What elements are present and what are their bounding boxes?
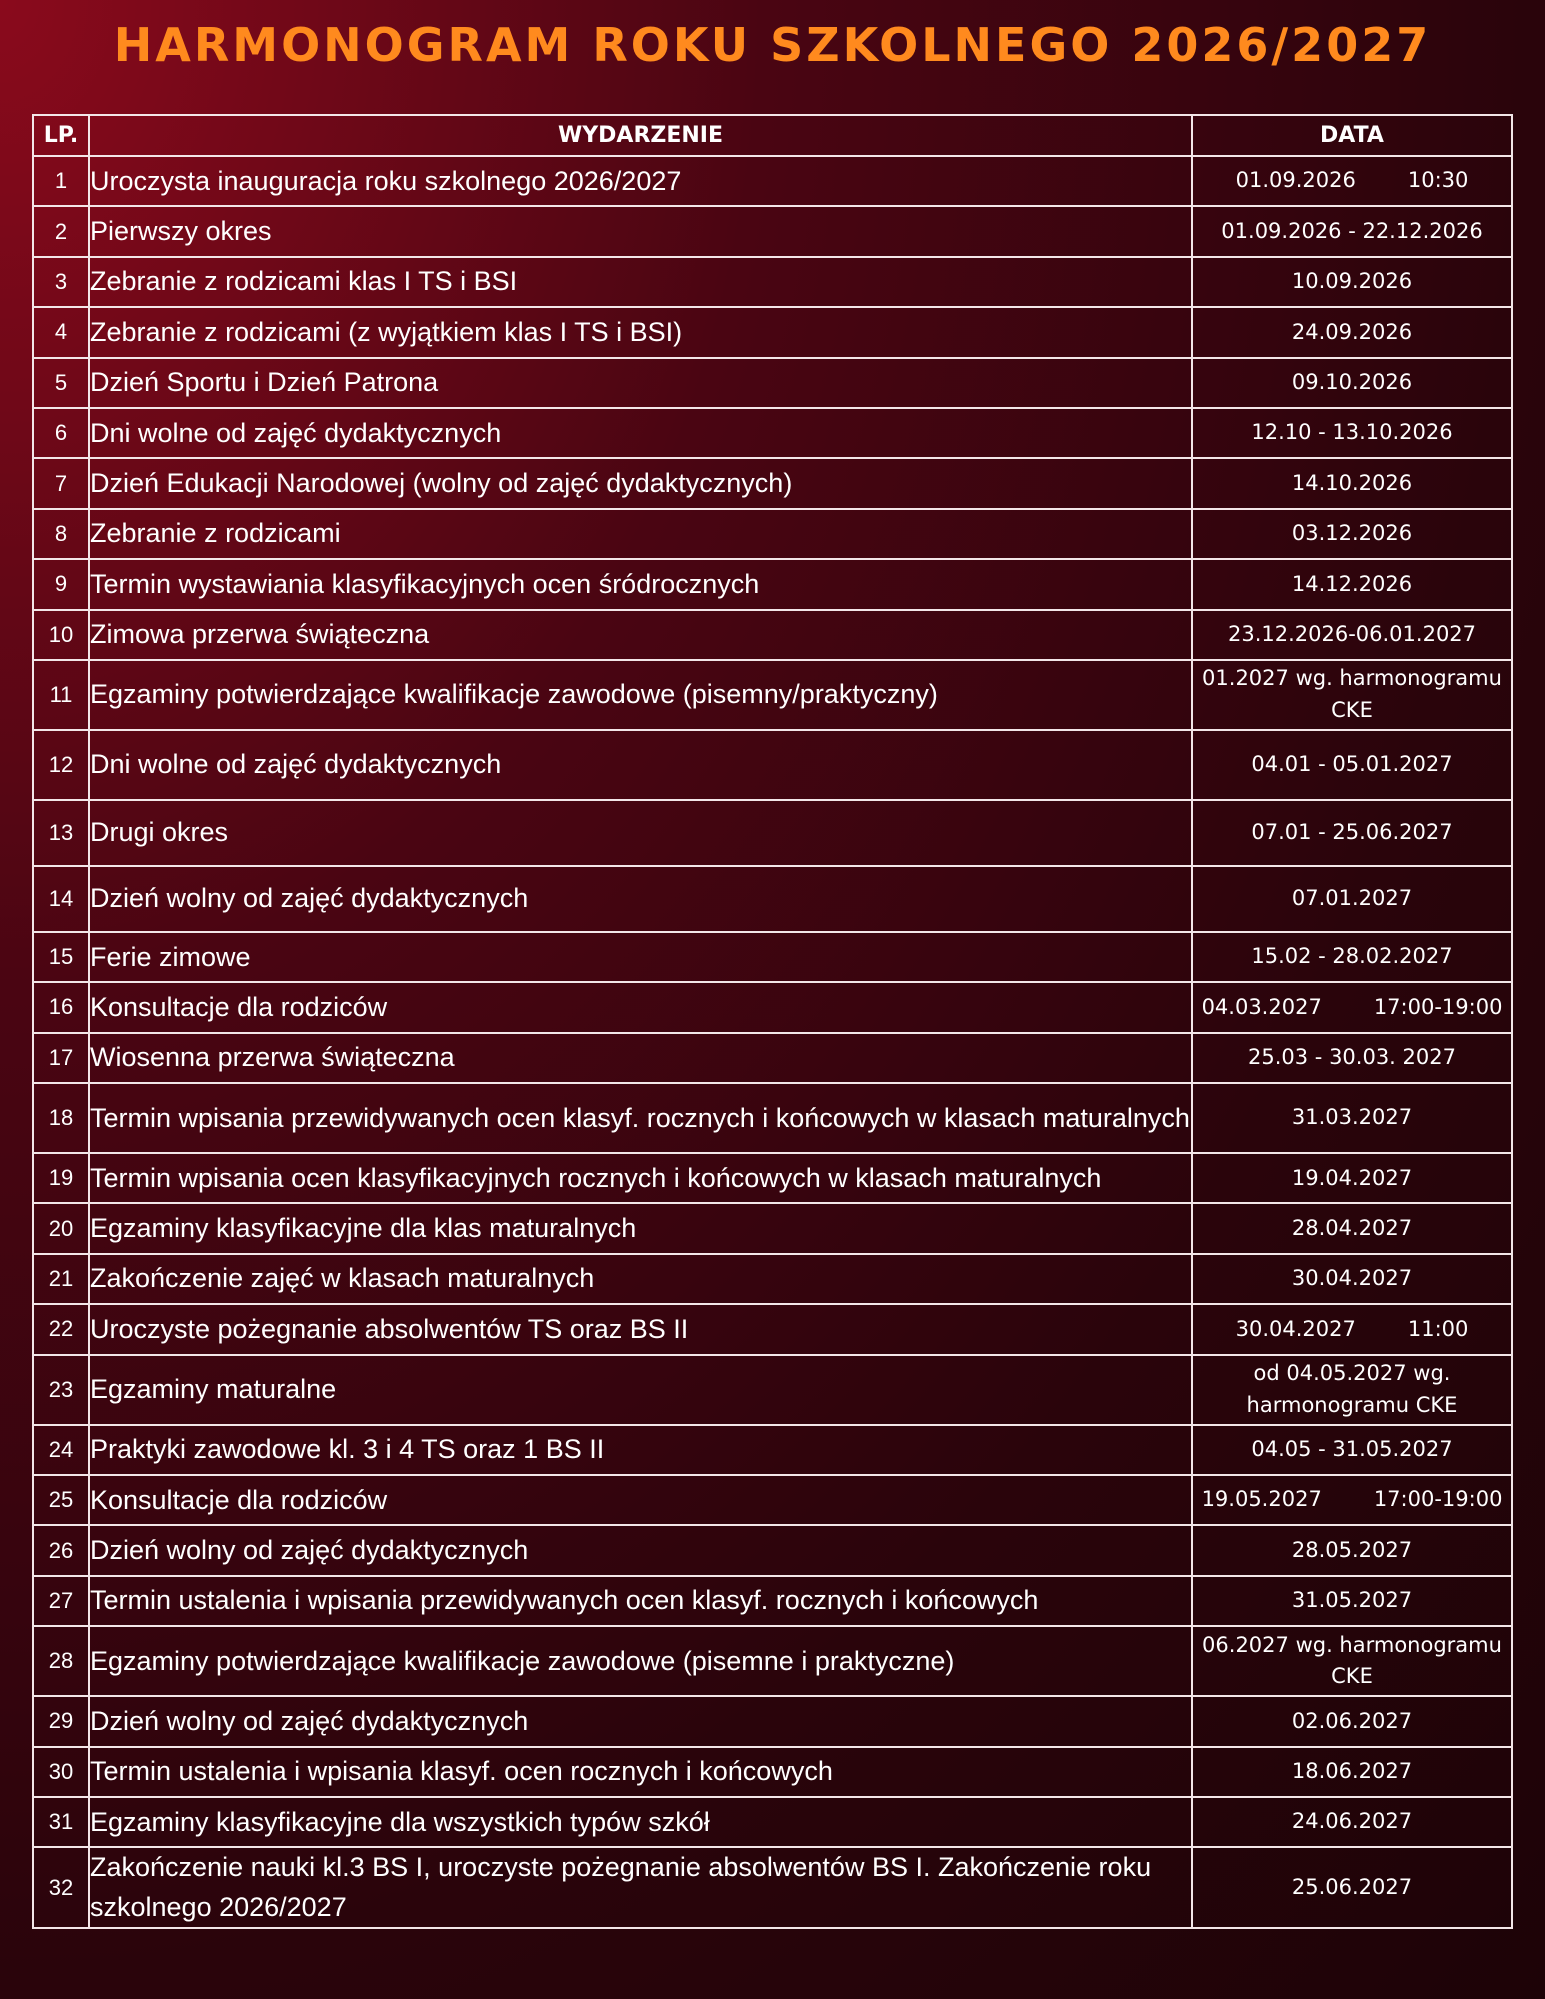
row-number: 13 [33,800,89,866]
event-name: Drugi okres [89,800,1192,866]
table-row [33,1696,1512,1746]
table-row [33,1425,1512,1475]
header-lp: LP. [33,115,89,156]
event-date: 28.05.2027 [1291,1537,1413,1562]
table-row [33,358,1512,408]
event-name: Konsultacje dla rodziców [89,1475,1192,1525]
header-event: WYDARZENIE [89,115,1192,156]
event-date-cell [1192,610,1512,660]
event-date-cell [1192,800,1512,866]
table-row [33,509,1512,559]
event-date: 03.12.2026 [1291,521,1413,546]
event-date: 25.06.2027 [1291,1874,1413,1899]
row-number: 30 [33,1747,89,1797]
event-date: 31.05.2027 [1291,1588,1413,1613]
row-number: 17 [33,1033,89,1083]
row-number: 1 [33,156,89,206]
event-date-cell [1192,1153,1512,1203]
event-name: Dzień wolny od zajęć dydaktycznych [89,866,1192,932]
event-date: 28.04.2027 [1291,1215,1413,1240]
event-name: Praktyki zawodowe kl. 3 i 4 TS oraz 1 BS II [89,1425,1192,1475]
event-date: 04.03.2027 [1201,994,1322,1019]
event-name: Pierwszy okres [89,206,1192,256]
table-row [33,1626,1512,1696]
event-name: Zebranie z rodzicami (z wyjątkiem klas I TS i BSI) [89,307,1192,357]
event-date: 24.09.2026 [1291,319,1413,344]
event-date-cell [1192,458,1512,508]
table-row [33,408,1512,458]
event-date: 04.05 - 31.05.2027 [1251,1437,1453,1462]
row-number: 15 [33,932,89,982]
table-row [33,1203,1512,1253]
table-row [33,307,1512,357]
event-date-cell [1192,1083,1512,1153]
row-number: 8 [33,509,89,559]
event-date-cell [1192,932,1512,982]
row-number: 23 [33,1355,89,1425]
row-number: 27 [33,1576,89,1626]
event-date: 06.2027 wg. harmonogramu CKE [1202,1632,1502,1689]
event-date: 01.09.2026 - 22.12.2026 [1221,218,1483,243]
row-number: 31 [33,1797,89,1847]
event-date: 14.10.2026 [1291,470,1413,495]
event-date: 23.12.2026-06.01.2027 [1227,621,1477,646]
table-row [33,1847,1512,1927]
event-name: Ferie zimowe [89,932,1192,982]
event-name: Egzaminy klasyfikacyjne dla wszystkich typów szkół [89,1797,1192,1847]
table-row [33,1033,1512,1083]
table-row [33,1525,1512,1575]
event-date-cell [1192,1475,1512,1525]
event-time: 17:00-19:00 [1373,994,1503,1019]
table-row [33,1153,1512,1203]
row-number: 29 [33,1696,89,1746]
event-name: Dzień wolny od zajęć dydaktycznych [89,1696,1192,1746]
event-name: Dzień Sportu i Dzień Patrona [89,358,1192,408]
event-date-cell [1192,660,1512,730]
event-date: 15.02 - 28.02.2027 [1251,944,1453,969]
event-date: 07.01 - 25.06.2027 [1251,820,1453,845]
event-date: 19.04.2027 [1291,1165,1413,1190]
table-row [33,559,1512,609]
event-date: 04.01 - 05.01.2027 [1251,752,1453,777]
event-date: od 04.05.2027 wg. harmonogramu CKE [1246,1361,1458,1417]
table-row [33,1355,1512,1425]
row-number: 22 [33,1304,89,1354]
event-date-cell [1192,509,1512,559]
header-date: DATA [1192,115,1512,156]
event-name: Termin wystawiania klasyfikacyjnych ocen śródrocznych [89,559,1192,609]
row-number: 12 [33,730,89,800]
event-date: 30.04.2027 [1291,1266,1413,1291]
row-number: 18 [33,1083,89,1153]
event-name: Zebranie z rodzicami klas I TS i BSI [89,257,1192,307]
row-number: 14 [33,866,89,932]
event-name: Termin ustalenia i wpisania przewidywanych ocen klasyf. rocznych i końcowych [89,1576,1192,1626]
table-row [33,610,1512,660]
row-number: 21 [33,1254,89,1304]
row-number: 3 [33,257,89,307]
table-row [33,660,1512,730]
row-number: 2 [33,206,89,256]
table-row [33,730,1512,800]
event-name: Termin wpisania przewidywanych ocen klasyf. rocznych i końcowych w klasach maturalnych [89,1083,1192,1153]
event-date-cell [1192,982,1512,1032]
event-date: 09.10.2026 [1291,370,1413,394]
event-date: 31.03.2027 [1291,1105,1413,1130]
row-number: 4 [33,307,89,357]
table-row [33,1254,1512,1304]
page-title: HARMONOGRAM ROKU SZKOLNEGO 2026/2027 [113,18,1432,72]
event-date-cell [1192,1355,1512,1425]
event-date-cell [1192,358,1512,408]
event-name: Dni wolne od zajęć dydaktycznych [89,408,1192,458]
event-name: Termin ustalenia i wpisania klasyf. ocen rocznych i końcowych [89,1747,1192,1797]
row-number: 32 [33,1847,89,1927]
event-date-cell [1192,1203,1512,1253]
event-date-cell [1192,1304,1512,1354]
table-header-row [33,115,1512,156]
event-name: Dzień wolny od zajęć dydaktycznych [89,1525,1192,1575]
event-date-cell [1192,1747,1512,1797]
event-date-cell [1192,559,1512,609]
event-date-cell [1192,1847,1512,1927]
event-date-cell [1192,257,1512,307]
event-name: Dni wolne od zajęć dydaktycznych [89,730,1192,800]
row-number: 25 [33,1475,89,1525]
event-time: 17:00-19:00 [1373,1487,1503,1512]
row-number: 16 [33,982,89,1032]
event-name: Egzaminy maturalne [89,1355,1192,1425]
table-row [33,1576,1512,1626]
event-date-cell [1192,307,1512,357]
table-row [33,866,1512,932]
event-date-cell [1192,1254,1512,1304]
row-number: 19 [33,1153,89,1203]
row-number: 7 [33,458,89,508]
event-date-cell [1192,206,1512,256]
event-name: Uroczysta inauguracja roku szkolnego 2026/2027 [89,156,1192,206]
event-date: 12.10 - 13.10.2026 [1251,420,1453,445]
event-date: 14.12.2026 [1291,571,1413,596]
event-name: Egzaminy klasyfikacyjne dla klas maturalnych [89,1203,1192,1253]
event-name: Egzaminy potwierdzające kwalifikacje zawodowe (pisemny/praktyczny) [89,660,1192,730]
event-date: 01.09.2026 [1235,168,1356,193]
table-row [33,1475,1512,1525]
event-date: 25.03 - 30.03. 2027 [1248,1045,1456,1070]
event-date-cell [1192,1626,1512,1696]
event-date-cell [1192,156,1512,206]
row-number: 11 [33,660,89,730]
event-name: Zebranie z rodzicami [89,509,1192,559]
row-number: 9 [33,559,89,609]
event-name: Wiosenna przerwa świąteczna [89,1033,1192,1083]
event-name: Dzień Edukacji Narodowej (wolny od zajęć dydaktycznych) [89,458,1192,508]
event-date-cell [1192,408,1512,458]
event-date: 18.06.2027 [1291,1759,1413,1784]
table-row [33,1797,1512,1847]
row-number: 6 [33,408,89,458]
table-row [33,156,1512,206]
event-date: 30.04.2027 [1235,1316,1356,1341]
table-row [33,1083,1512,1153]
table-row [33,982,1512,1032]
event-date-cell [1192,1425,1512,1475]
table-row [33,1747,1512,1797]
table-row [33,206,1512,256]
event-name: Egzaminy potwierdzające kwalifikacje zawodowe (pisemne i praktyczne) [89,1626,1192,1696]
event-name: Termin wpisania ocen klasyfikacyjnych rocznych i końcowych w klasach maturalnych [89,1153,1192,1203]
event-time: 11:00 [1407,1316,1469,1341]
table-row [33,458,1512,508]
row-number: 28 [33,1626,89,1696]
row-number: 10 [33,610,89,660]
table-row [33,257,1512,307]
event-date: 01.2027 wg. harmonogramu CKE [1202,666,1502,722]
row-number: 26 [33,1525,89,1575]
table-row [33,932,1512,982]
row-number: 20 [33,1203,89,1253]
event-name: Zimowa przerwa świąteczna [89,610,1192,660]
event-date-cell [1192,1576,1512,1626]
event-date-cell [1192,1525,1512,1575]
event-time: 10:30 [1407,168,1469,193]
table-row [33,1304,1512,1354]
event-date-cell [1192,866,1512,932]
event-date-cell [1192,1033,1512,1083]
event-name: Zakończenie nauki kl.3 BS I, uroczyste pożegnanie absolwentów BS I. Zakończenie roku szkolnego 2026/2027 [89,1847,1192,1927]
event-date-cell [1192,1696,1512,1746]
event-date: 19.05.2027 [1201,1487,1322,1512]
event-date: 24.06.2027 [1291,1809,1413,1834]
event-date: 10.09.2026 [1291,269,1413,294]
event-name: Konsultacje dla rodziców [89,982,1192,1032]
row-number: 24 [33,1425,89,1475]
event-date: 02.06.2027 [1291,1708,1413,1733]
row-number: 5 [33,358,89,408]
table-row [33,800,1512,866]
table-body [33,156,1512,1928]
event-date: 07.01.2027 [1291,886,1413,911]
event-name: Uroczyste pożegnanie absolwentów TS oraz BS II [89,1304,1192,1354]
schedule-table [32,114,1513,1929]
event-name: Zakończenie zajęć w klasach maturalnych [89,1254,1192,1304]
event-date-cell [1192,1797,1512,1847]
event-date-cell [1192,730,1512,800]
